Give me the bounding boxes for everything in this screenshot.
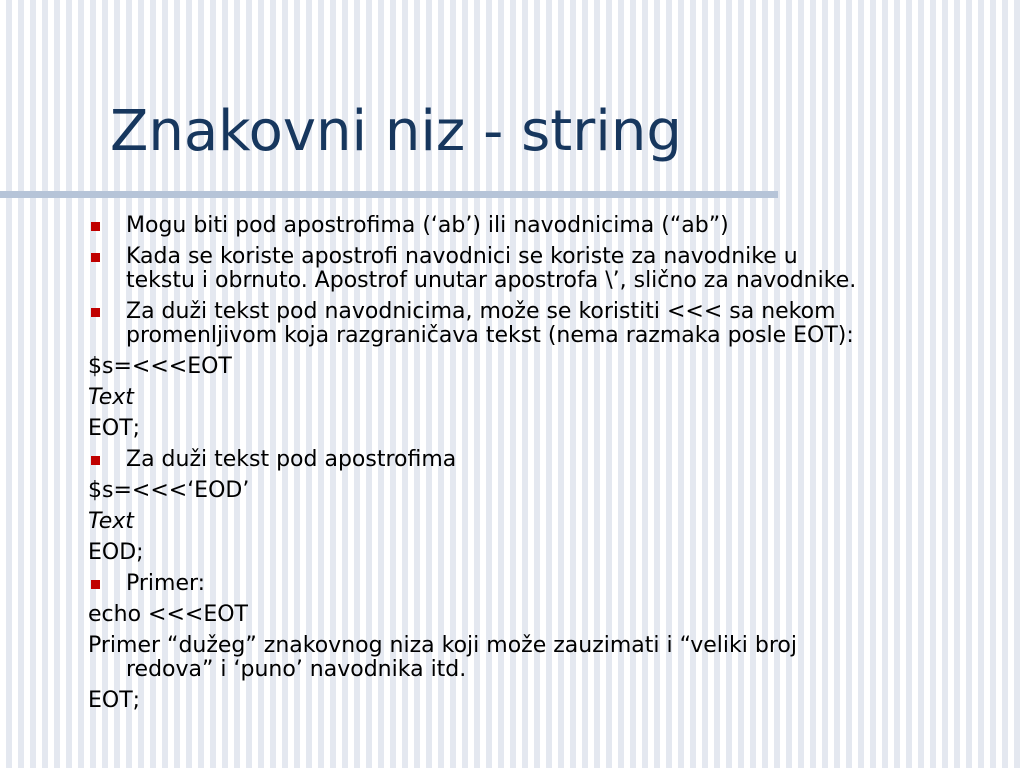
- line-text: promenljivom koja razgraničava tekst (nema razmaka posle EOT):: [126, 323, 854, 348]
- code-line: EOT;: [88, 688, 141, 713]
- code-line: Text: [88, 385, 134, 410]
- code-line: echo <<<EOT: [88, 602, 248, 627]
- slide-title: Znakovni niz - string: [110, 99, 682, 164]
- square-bullet-icon: [91, 253, 100, 262]
- bullet-item: [88, 572, 1008, 596]
- line-text: Primer “dužeg” znakovnog niza koji može zauzimati i “veliki broj: [88, 633, 797, 658]
- code-line: EOD;: [88, 540, 144, 565]
- square-bullet-icon: [91, 456, 100, 465]
- square-bullet-icon: [91, 580, 100, 589]
- line-text: Kada se koriste apostrofi navodnici se koriste za navodnike u: [126, 244, 798, 269]
- code-line: $s=<<<EOT: [88, 354, 232, 379]
- code-line: Text: [88, 509, 134, 534]
- line-text: redova” i ‘puno’ navodnika itd.: [126, 657, 467, 682]
- square-bullet-icon: [91, 308, 100, 317]
- title-divider: [0, 191, 778, 198]
- bullet-item: [88, 245, 1008, 293]
- line-text: Za duži tekst pod apostrofima: [126, 447, 457, 472]
- square-bullet-icon: [91, 222, 100, 231]
- code-line: [88, 634, 1008, 682]
- line-text: Za duži tekst pod navodnicima, može se koristiti <<< sa nekom: [126, 299, 836, 324]
- line-text: Mogu biti pod apostrofima (‘ab’) ili navodnicima (“ab”): [126, 213, 729, 238]
- slide-content: [88, 214, 1008, 720]
- line-text: tekstu i obrnuto. Apostrof unutar apostrofa \’, slično za navodnike.: [126, 268, 857, 293]
- code-line: EOT;: [88, 416, 141, 441]
- bullet-item: [88, 214, 1008, 238]
- bullet-item: [88, 448, 1008, 472]
- line-text: Primer:: [126, 571, 206, 596]
- code-line: $s=<<<‘EOD’: [88, 478, 250, 503]
- bullet-item: [88, 300, 1008, 348]
